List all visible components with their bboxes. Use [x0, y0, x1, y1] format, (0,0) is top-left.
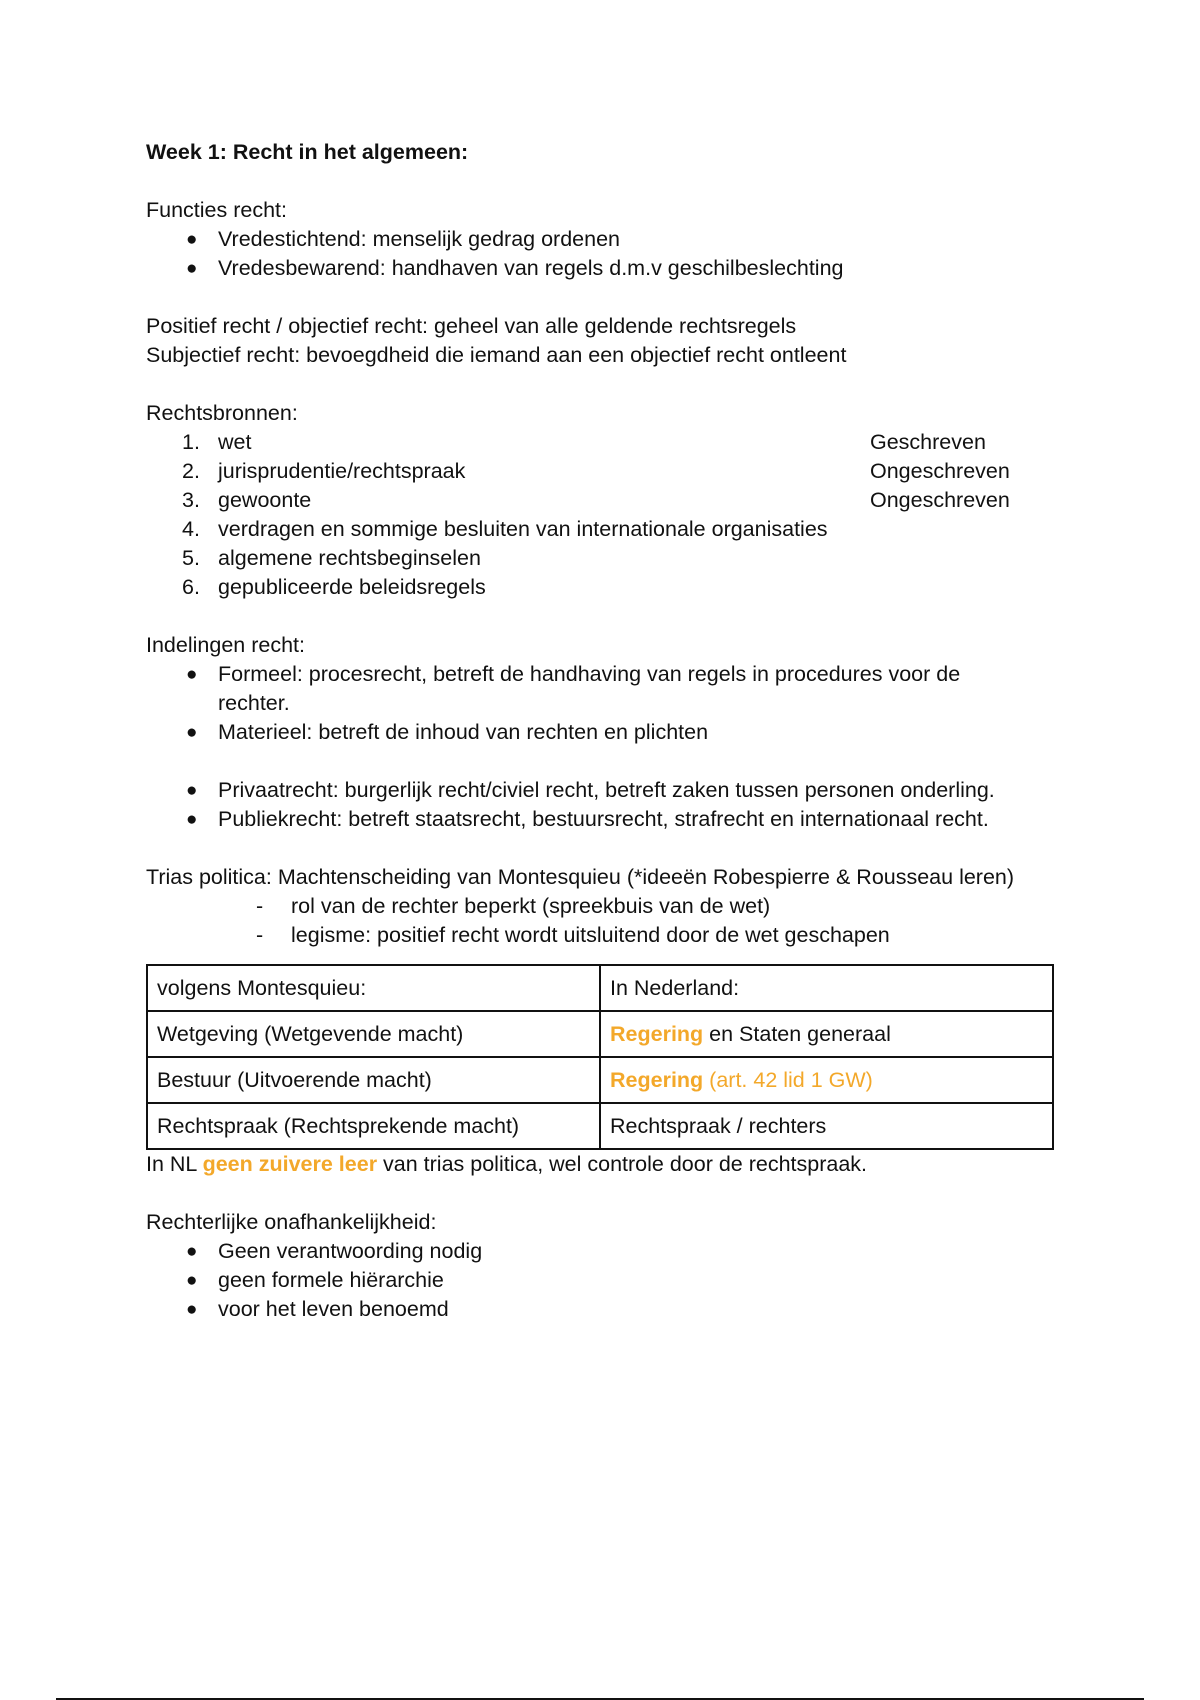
list-item: ● Formeel: procesrecht, betreft de handhaving van regels in procedures voor de rechter. [186, 662, 961, 715]
indelingen-heading: Indelingen recht: [146, 633, 305, 657]
bronnen-list [146, 428, 1076, 602]
definition-positief: Positief recht / objectief recht: geheel van alle geldende rechtsregels [146, 314, 797, 338]
trias-heading: Trias politica: Machtenscheiding van Montesquieu (*ideeën Robespierre & Rousseau leren) [146, 865, 1015, 889]
list-item: ● voor het leven benoemd [146, 1295, 1076, 1324]
bullet-icon: ● [186, 780, 198, 801]
functies-heading: Functies recht: [146, 198, 287, 222]
nl-note: In NL geen zuivere leer van trias politica, wel controle door de rechtspraak. [146, 1152, 868, 1176]
table-cell [600, 1057, 1053, 1103]
table-header-cell: In Nederland: [600, 965, 1053, 1011]
list-item: ● Vredesbewarend: handhaven van regels d.m.v geschilbeslechting [146, 254, 1076, 283]
list-item: 5. algemene rechtsbeginselen [182, 546, 481, 570]
document-page [146, 138, 1076, 1324]
onafhankelijkheid-heading: Rechterlijke onafhankelijkheid: [146, 1210, 437, 1234]
list-item: ● Geen verantwoording nodig [146, 1237, 1076, 1266]
list-item: 2. jurisprudentie/rechtspraak Ongeschreven [146, 457, 1076, 486]
table-row [147, 1057, 1053, 1103]
bronnen-heading: Rechtsbronnen: [146, 401, 298, 425]
table-cell: Regering en Staten generaal [600, 1011, 1053, 1057]
table-cell: Rechtspraak / rechters [600, 1103, 1053, 1149]
list-item: - rol van de rechter beperkt (spreekbuis van de wet) [146, 892, 1076, 921]
onafhankelijkheid-list [146, 1237, 1076, 1324]
table-row [147, 1011, 1053, 1057]
bullet-icon: ● [186, 1270, 198, 1291]
table-cell: Rechtspraak (Rechtsprekende macht) [147, 1103, 600, 1149]
table-cell: Bestuur (Uitvoerende macht) [147, 1057, 600, 1103]
list-item: ● Privaatrecht: burgerlijk recht/civiel recht, betreft zaken tussen personen onderling. [146, 776, 1076, 805]
dash-icon: - [256, 894, 264, 918]
bron-note: Ongeschreven [870, 488, 1010, 512]
table-row [147, 1103, 1053, 1149]
dash-icon: - [256, 923, 264, 947]
list-item: 6. gepubliceerde beleidsregels [182, 575, 486, 599]
bullet-icon: ● [186, 664, 198, 685]
bullet-icon: ● [186, 722, 198, 743]
trias-table [146, 964, 1054, 1150]
table-header-row [147, 965, 1053, 1011]
document-title: Week 1: Recht in het algemeen: [146, 140, 469, 164]
definition-subjectief: Subjectief recht: bevoegdheid die iemand aan een objectief recht ontleent [146, 343, 847, 367]
functies-list [146, 225, 1076, 283]
indelingen-list-2 [146, 776, 1076, 834]
bullet-icon: ● [186, 229, 198, 250]
bullet-icon: ● [186, 809, 198, 830]
highlight-text: (art. 42 lid 1 GW) [703, 1067, 873, 1092]
bullet-icon: ● [186, 1299, 198, 1320]
table-cell: Wetgeving (Wetgevende macht) [147, 1011, 600, 1057]
indelingen-list-1 [146, 660, 1076, 747]
highlight-text: Regering [610, 1021, 704, 1046]
bron-note: Ongeschreven [870, 459, 1010, 483]
bullet-icon: ● [186, 258, 198, 279]
list-item: ● Publiekrecht: betreft staatsrecht, bestuursrecht, strafrecht en internationaal recht. [146, 805, 1076, 834]
bullet-icon: ● [186, 1241, 198, 1262]
bron-note: Geschreven [870, 430, 986, 454]
list-item: 3. gewoonte Ongeschreven [146, 486, 1076, 515]
list-item: 1. wet Geschreven [146, 428, 1076, 457]
table-header-cell: volgens Montesquieu: [147, 965, 600, 1011]
list-item: ● Vredestichtend: menselijk gedrag ordenen [146, 225, 1076, 254]
list-item: ● Materieel: betreft de inhoud van rechten en plichten [146, 718, 1076, 747]
list-item: - legisme: positief recht wordt uitsluitend door de wet geschapen [146, 921, 1076, 950]
list-item: 4. verdragen en sommige besluiten van internationale organisaties [182, 517, 828, 541]
highlight-text: geen zuivere leer [202, 1152, 378, 1176]
trias-list [146, 892, 1076, 950]
highlight-text: Regering [610, 1067, 704, 1092]
list-item: ● geen formele hiërarchie [146, 1266, 1076, 1295]
